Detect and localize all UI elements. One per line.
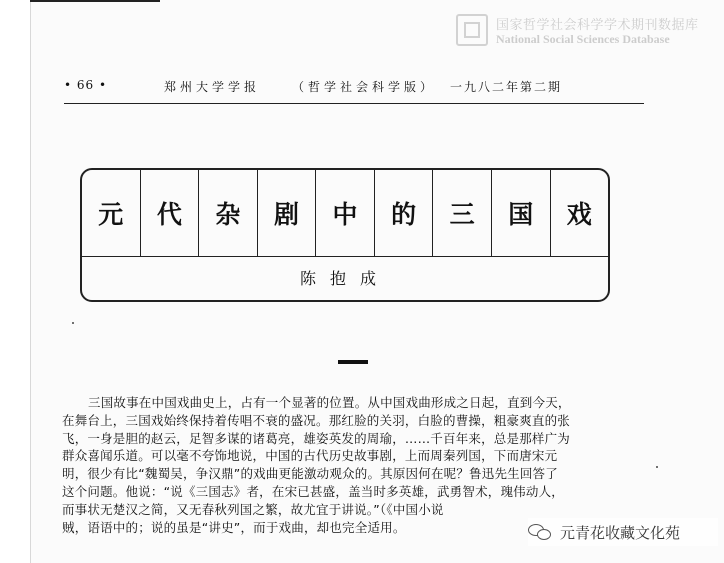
title-char: 三 — [433, 170, 492, 256]
title-char: 杂 — [199, 170, 258, 256]
watermark-cn: 国家哲学社会科学学术期刊数据库 — [496, 18, 699, 33]
body-line: 贼，语语中的；说的虽是“讲史”，而于戏曲，却也完全适用。 — [62, 519, 406, 535]
corner-watermark-text: 元青花收藏文化苑 — [560, 523, 681, 542]
body-paragraph — [62, 394, 662, 536]
title-char: 元 — [82, 170, 141, 256]
scan-speck — [656, 466, 658, 468]
title-char: 的 — [375, 170, 434, 256]
database-logo-icon — [456, 14, 488, 46]
title-char: 国 — [492, 170, 551, 256]
scan-speck — [72, 322, 74, 324]
author-name: 陈抱成 — [299, 269, 390, 288]
wechat-icon — [528, 522, 554, 542]
database-watermark — [456, 10, 716, 50]
body-line: 在舞台上，三国戏始终保持着传唱不衰的盛况。那红脸的关羽，白脸的曹操，粗豪爽直的张 — [62, 412, 571, 428]
body-line: 群众喜闻乐道。可以毫不夸饰地说，中国的古代历史故事剧，上而周秦列国，下而唐宋元 — [62, 448, 558, 464]
section-number-mark — [338, 360, 368, 364]
body-line: 而事状无楚汉之简，又无春秋列国之繁，故尤宜于讲说。”（《中国小说 — [62, 501, 444, 517]
body-line: 飞，一身是胆的赵云，足智多谋的诸葛亮，雄姿英发的周瑜，……千百年来，总是那样广为 — [62, 430, 571, 446]
title-char: 剧 — [258, 170, 317, 256]
top-rule — [30, 0, 160, 2]
header-rule — [64, 103, 644, 104]
journal-issue: 一九八二年第二期 — [450, 80, 563, 94]
watermark-en: National Social Sciences Database — [496, 32, 670, 46]
title-char: 戏 — [566, 200, 592, 229]
title-char: 中 — [316, 170, 375, 256]
page-number: • 66 • — [64, 78, 108, 92]
title-char: 代 — [141, 170, 200, 256]
body-line: 明，很少有比“魏蜀吴，争汉鼎”的戏曲更能激动观众的。其原因何在呢？鲁迅先生回答了 — [62, 466, 558, 482]
body-line: 这个问题。他说：“说《三国志》者，在宋已甚盛，盖当时多英雄，武勇智术，瑰伟动人， — [62, 483, 564, 499]
journal-name: 郑州大学学报 — [164, 80, 261, 94]
article-title — [82, 170, 608, 257]
running-header — [64, 78, 584, 94]
corner-watermark — [528, 518, 718, 546]
body-line: 三国故事在中国戏曲史上，占有一个显著的位置。从中国戏曲形成之日起，直到今天， — [88, 395, 571, 410]
journal-edition: （哲学社会科学版） — [292, 80, 437, 94]
title-box — [80, 168, 610, 302]
